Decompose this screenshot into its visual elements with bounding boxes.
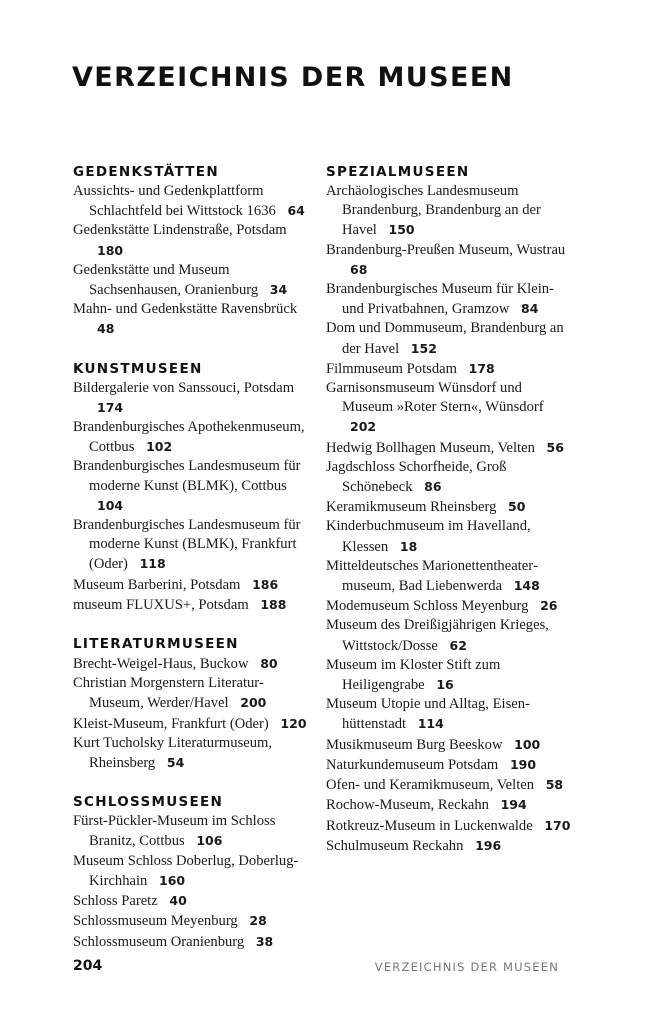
museum-name: Dom und Dommuseum, Brandenburg an der Havel [326,320,564,357]
index-entry [326,517,572,556]
museum-name: Rotkreuz-Museum in Luckenwalde [326,817,533,834]
index-entry [73,852,313,891]
page-title: VERZEICHNIS DER MUSEEN [72,62,514,93]
index-entry [326,497,572,517]
museum-name: Mitteldeutsches Marionettentheatermuseum, Bad Liebenwerda [326,557,538,595]
page-reference: 104 [97,497,124,513]
section-heading: GEDENKSTÄTTEN [73,164,219,180]
index-entry [73,379,313,418]
page-reference: 148 [513,578,540,594]
museum-name: Museum des Dreißigjährigen Krieges, Wittstock/Dosse [326,617,549,654]
index-entry [73,654,313,674]
index-entry [326,241,572,280]
page-reference: 190 [509,756,537,772]
index-entry [73,457,313,516]
museum-name: Schulmuseum Reckahn [326,837,464,854]
index-section [73,634,313,773]
index-entry [326,656,572,695]
footer-page-number: 204 [73,958,103,974]
museum-name: Gedenkstätte Lindenstraße, Potsdam [73,222,287,239]
section-heading: KUNSTMUSEEN [73,360,203,377]
index-entry [73,674,313,713]
page-reference: 28 [249,913,267,929]
page-reference: 160 [159,872,186,888]
museum-name: Fürst-Pückler-Museum im Schloss Branitz, Cottbus [73,813,276,850]
index-entry [326,182,572,241]
index-entry [73,575,313,595]
museum-name: Ofen- und Keramikmuseum, Velten [326,777,535,794]
page-reference: 186 [252,576,279,592]
museum-name: Museum Schloss Doberlug, Doberlug-Kirchhain [73,852,299,889]
museum-name: Schlossmuseum Oranienburg [73,933,245,950]
index-entry [73,812,313,851]
index-entry [326,775,572,795]
index-entry [326,596,572,616]
museum-name: Brandenburg-Preußen Museum, Wustrau [326,241,566,258]
page-reference: 54 [166,755,185,771]
index-entry [73,261,313,300]
museum-name: Schlossmuseum Meyenburg [73,913,238,930]
index-column-right [326,162,572,875]
page-reference: 194 [500,797,527,813]
index-entry [73,734,313,773]
museum-name: Kurt Tucholsky Literaturmuseum, Rheinsberg [73,734,273,772]
museum-name: Brandenburgisches Landesmuseum für moderne Kunst (BLMK), Frankfurt (Oder) [73,517,301,573]
museum-name: Kinderbuchmuseum im Havelland, Klessen [326,518,531,555]
page-reference: 26 [540,598,558,614]
page-reference: 106 [196,833,223,849]
index-section [73,359,313,615]
museum-name: Archäologisches Landesmuseum Brandenburg, Brandenburg an der Havel [326,183,541,239]
page-reference: 196 [475,837,502,853]
museum-name: Brandenburgisches Apothekenmuseum, Cottbus [73,419,305,456]
page-reference: 170 [544,817,571,833]
museum-name: Mahn- und Gedenkstätte Ravensbrück [73,301,298,318]
page-reference: 100 [514,736,541,752]
index-entry [73,891,313,911]
page-reference: 174 [97,399,124,415]
index-entry [326,695,572,734]
index-entry [326,280,572,319]
index-entry [73,418,313,457]
museum-name: Keramikmuseum Rheinsberg [326,499,497,516]
page-reference: 202 [350,419,377,435]
index-entry [326,616,572,655]
page-reference: 64 [287,203,305,219]
museum-name: Filmmuseum Potsdam [326,360,457,377]
page-reference: 58 [545,777,564,793]
museum-name: Brandenburgisches Museum für Klein- und Privatbahnen, Gramzow [326,281,554,318]
page-reference: 34 [269,282,288,298]
index-entry [73,714,313,734]
page-reference: 102 [146,439,173,455]
page-reference: 178 [468,360,495,376]
museum-name: Brecht-Weigel-Haus, Buckow [73,656,249,673]
museum-name: Jagdschloss Schorfheide, Groß Schönebeck [326,458,507,496]
page-reference: 62 [449,637,467,653]
page-reference: 48 [97,321,115,337]
page-reference: 188 [260,596,287,612]
page-reference: 18 [399,538,418,554]
museum-name: Bildergalerie von Sanssouci, Potsdam [73,379,295,396]
page-reference: 50 [508,499,526,515]
index-entry [326,816,572,836]
index-entry [326,438,572,458]
index-entry [326,735,572,755]
index-entry [73,932,313,952]
page-reference: 180 [97,242,124,258]
museum-name: Museum im Kloster Stift zum Heiligengrabe [326,656,501,694]
museum-name: museum FLUXUS+, Potsdam [73,596,249,613]
museum-name: Rochow-Museum, Reckahn [326,797,489,814]
museum-name: Kleist-Museum, Frankfurt (Oder) [73,715,269,732]
index-entry [73,300,313,339]
index-entry [73,911,313,931]
section-heading: SCHLOSSMUSEEN [73,794,224,811]
index-section [73,792,313,951]
page-reference: 84 [521,301,539,317]
page-reference: 16 [436,677,454,693]
index-entry [73,182,313,221]
museum-name: Museum Utopie und Alltag, Eisenhüttenstadt [326,696,530,733]
page-reference: 68 [350,261,368,277]
index-entry [326,319,572,358]
page-reference: 120 [280,715,307,731]
museum-name: Gedenkstätte und Museum Sachsenhausen, Oranienburg [73,261,259,299]
museum-name: Museum Barberini, Potsdam [73,576,241,593]
museum-name: Musikmuseum Burg Beeskow [326,736,503,753]
page-reference: 150 [388,222,415,238]
page-reference: 118 [139,556,166,572]
index-section [73,162,313,340]
museum-name: Hedwig Bollhagen Museum, Velten [326,439,535,456]
index-column-left [73,162,313,971]
index-entry [326,379,572,438]
index-entry [73,595,313,615]
index-entry [326,755,572,775]
museum-name: Modemuseum Schloss Meyenburg [326,598,529,615]
page-reference: 152 [410,340,437,356]
museum-name: Brandenburgisches Landesmuseum für moderne Kunst (BLMK), Cottbus [73,458,301,494]
footer-running-title: VERZEICHNIS DER MUSEEN [374,960,559,974]
museum-name: Schloss Paretz [73,893,158,910]
museum-name: Garnisonsmuseum Wünsdorf und Museum »Roter Stern«, Wünsdorf [326,380,544,416]
museum-name: Christian Morgenstern Literatur-Museum, Werder/Havel [73,675,264,712]
index-entry [326,836,572,856]
section-heading: SPEZIALMUSEEN [326,164,470,180]
index-entry [326,557,572,596]
page-reference: 56 [546,439,564,455]
index-entry [73,221,313,260]
page-reference: 80 [260,656,278,672]
index-section [326,162,572,856]
page-reference: 86 [424,479,442,495]
museum-name: Naturkundemuseum Potsdam [326,756,499,773]
page-reference: 200 [240,695,267,711]
index-entry [326,795,572,815]
index-entry [73,516,313,575]
page-reference: 38 [255,933,274,949]
section-heading: LITERATURMUSEEN [73,636,239,653]
page-reference: 40 [169,893,187,909]
index-entry [326,458,572,497]
museum-name: Aussichts- und Gedenkplattform Schlachtfeld bei Wittstock 1636 [73,183,276,220]
page-reference: 114 [417,716,444,732]
index-entry [326,359,572,379]
